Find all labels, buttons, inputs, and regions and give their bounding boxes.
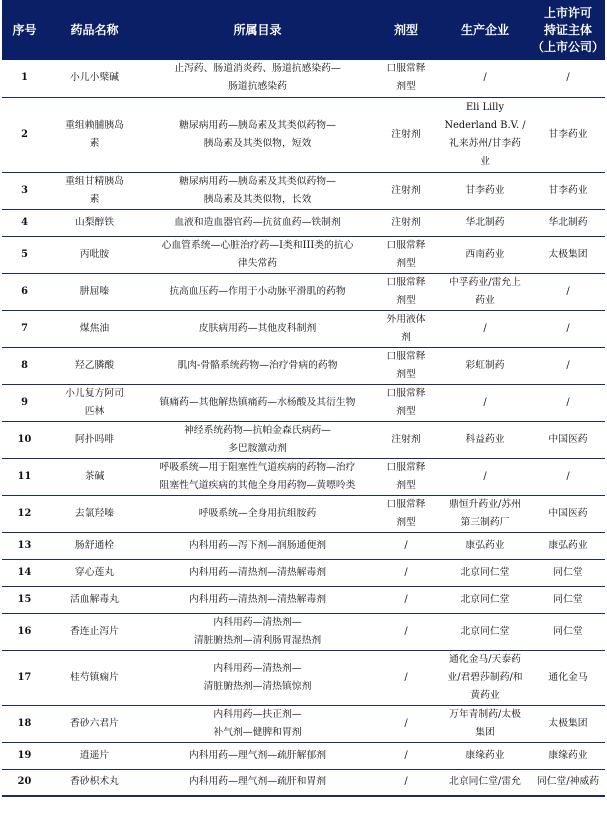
dosage-form: 注射剂	[373, 97, 439, 172]
catalog-category: 呼吸系统—全身用抗组胺药	[142, 495, 373, 532]
manufacturer: 鼎恒升药业/苏州 第三制药厂	[439, 495, 531, 532]
dosage-form: /	[373, 559, 439, 586]
table-row	[2, 650, 605, 705]
drug-name: 山梨醇铁	[47, 209, 142, 236]
table-row	[2, 586, 605, 613]
dosage-form: /	[373, 705, 439, 742]
row-index: 16	[2, 613, 47, 650]
table-row	[2, 273, 605, 310]
manufacturer: /	[439, 310, 531, 347]
table-row	[2, 613, 605, 650]
column-header-drug-name: 药品名称	[47, 0, 142, 60]
table-row	[2, 559, 605, 586]
drug-name: 煤焦油	[47, 310, 142, 347]
dosage-form: /	[373, 742, 439, 769]
manufacturer: /	[439, 458, 531, 495]
catalog-category: 糖尿病用药—胰岛素及其类似药物— 胰岛素及其类似物，短效	[142, 97, 373, 172]
license-holder: 同仁堂	[531, 586, 605, 613]
row-index: 20	[2, 769, 47, 796]
table-row	[2, 209, 605, 236]
catalog-category: 内科用药—泻下剂—润肠通便剂	[142, 532, 373, 559]
license-holder: 太极集团	[531, 705, 605, 742]
license-holder: 华北制药	[531, 209, 605, 236]
drug-name: 香砂枳术丸	[47, 769, 142, 796]
manufacturer: 通化金马/天泰药 业/君碧莎制药/和 黄药业	[439, 650, 531, 705]
catalog-category: 镇痛药—其他解热镇痛药—水杨酸及其衍生物	[142, 384, 373, 421]
row-index: 19	[2, 742, 47, 769]
manufacturer: 彩虹制药	[439, 347, 531, 384]
license-holder: /	[531, 384, 605, 421]
drug-name: 桂芍镇痫片	[47, 650, 142, 705]
table-row	[2, 769, 605, 796]
row-index: 7	[2, 310, 47, 347]
manufacturer: 北京同仁堂	[439, 586, 531, 613]
row-index: 3	[2, 172, 47, 209]
catalog-category: 内科用药—理气剂—疏肝和胃剂	[142, 769, 373, 796]
table-row	[2, 705, 605, 742]
drug-name: 小儿小檗碱	[47, 60, 142, 97]
license-holder: 太极集团	[531, 236, 605, 273]
manufacturer: 北京同仁堂	[439, 559, 531, 586]
manufacturer: 北京同仁堂	[439, 613, 531, 650]
license-holder: 通化金马	[531, 650, 605, 705]
drug-name: 香砂六君片	[47, 705, 142, 742]
dosage-form: 口服常释 剂型	[373, 60, 439, 97]
row-index: 4	[2, 209, 47, 236]
catalog-category: 内科用药—清热剂—清热解毒剂	[142, 559, 373, 586]
drug-name: 小儿复方阿司 匹林	[47, 384, 142, 421]
dosage-form: 注射剂	[373, 172, 439, 209]
catalog-category: 内科用药—清热剂— 清脏腑热剂—清热镇惊剂	[142, 650, 373, 705]
license-holder: /	[531, 347, 605, 384]
drug-name: 丙吡胺	[47, 236, 142, 273]
dosage-form: /	[373, 769, 439, 796]
license-holder: /	[531, 310, 605, 347]
drug-name: 肠舒通栓	[47, 532, 142, 559]
row-index: 14	[2, 559, 47, 586]
manufacturer: /	[439, 384, 531, 421]
column-header-license-holder: 上市许可 持证主体 （上市公司）	[531, 0, 605, 60]
license-holder: 同仁堂	[531, 559, 605, 586]
table-row	[2, 347, 605, 384]
catalog-category: 内科用药—扶正剂— 补气剂—健脾和胃剂	[142, 705, 373, 742]
table-row	[2, 458, 605, 495]
table-row	[2, 421, 605, 458]
table-row	[2, 97, 605, 172]
catalog-category: 内科用药—清热剂—清热解毒剂	[142, 586, 373, 613]
license-holder: /	[531, 273, 605, 310]
license-holder: 康弘药业	[531, 532, 605, 559]
table-header-row	[2, 0, 605, 60]
row-index: 1	[2, 60, 47, 97]
drug-name: 肼屈嗪	[47, 273, 142, 310]
manufacturer: 甘李药业	[439, 172, 531, 209]
dosage-form: /	[373, 650, 439, 705]
row-index: 6	[2, 273, 47, 310]
manufacturer: 万年青制药/太极 集团	[439, 705, 531, 742]
drug-name: 去氯羟嗪	[47, 495, 142, 532]
manufacturer: Eli Lilly Nederland B.V. / 礼来苏州/甘李药 业	[439, 97, 531, 172]
catalog-category: 肌肉-骨骼系统药物—治疗骨病的药物	[142, 347, 373, 384]
table-row	[2, 742, 605, 769]
table-row	[2, 60, 605, 97]
table-row	[2, 236, 605, 273]
manufacturer: 康弘药业	[439, 532, 531, 559]
row-index: 2	[2, 97, 47, 172]
catalog-category: 神经系统药物—抗帕金森氏病药— 多巴胺激动剂	[142, 421, 373, 458]
drug-name: 活血解毒丸	[47, 586, 142, 613]
row-index: 11	[2, 458, 47, 495]
table-row	[2, 495, 605, 532]
license-holder: 康缘药业	[531, 742, 605, 769]
manufacturer: 中孚药业/雷允上 药业	[439, 273, 531, 310]
dosage-form: 口服常释 剂型	[373, 458, 439, 495]
row-index: 9	[2, 384, 47, 421]
column-header-manufacturer: 生产企业	[439, 0, 531, 60]
license-holder: 同仁堂/神威药	[531, 769, 605, 796]
manufacturer: 北京同仁堂/雷允	[439, 769, 531, 796]
drug-name: 羟乙膦酸	[47, 347, 142, 384]
catalog-category: 抗高血压药—作用于小动脉平滑肌的药物	[142, 273, 373, 310]
table-row	[2, 172, 605, 209]
dosage-form: 注射剂	[373, 421, 439, 458]
license-holder: /	[531, 60, 605, 97]
row-index: 10	[2, 421, 47, 458]
row-index: 13	[2, 532, 47, 559]
column-header-catalog: 所属目录	[142, 0, 373, 60]
drug-name: 逍遥片	[47, 742, 142, 769]
license-holder: 中国医药	[531, 495, 605, 532]
row-index: 15	[2, 586, 47, 613]
manufacturer: /	[439, 60, 531, 97]
manufacturer: 华北制药	[439, 209, 531, 236]
catalog-category: 糖尿病用药—胰岛素及其类似药物— 胰岛素及其类似物，长效	[142, 172, 373, 209]
table-body	[2, 60, 605, 796]
dosage-form: 口服常释 剂型	[373, 384, 439, 421]
catalog-category: 内科用药—理气剂—疏肝解郁剂	[142, 742, 373, 769]
catalog-category: 血液和造血器官药—抗贫血药—铁制剂	[142, 209, 373, 236]
table-row	[2, 532, 605, 559]
manufacturer: 康缘药业	[439, 742, 531, 769]
row-index: 18	[2, 705, 47, 742]
dosage-form: 注射剂	[373, 209, 439, 236]
row-index: 8	[2, 347, 47, 384]
license-holder: 甘李药业	[531, 172, 605, 209]
drug-name: 穿心莲丸	[47, 559, 142, 586]
drug-catalog-table	[2, 0, 605, 797]
dosage-form: 口服常释 剂型	[373, 273, 439, 310]
dosage-form: /	[373, 613, 439, 650]
license-holder: 中国医药	[531, 421, 605, 458]
dosage-form: 口服常释 剂型	[373, 495, 439, 532]
drug-name: 香连止泻片	[47, 613, 142, 650]
drug-name: 重组甘精胰岛 素	[47, 172, 142, 209]
dosage-form: 外用液体 剂	[373, 310, 439, 347]
column-header-index: 序号	[2, 0, 47, 60]
catalog-category: 皮肤病用药—其他皮科制剂	[142, 310, 373, 347]
dosage-form: 口服常释 剂型	[373, 236, 439, 273]
dosage-form: /	[373, 532, 439, 559]
table-row	[2, 310, 605, 347]
row-index: 17	[2, 650, 47, 705]
drug-name: 重组赖脯胰岛 素	[47, 97, 142, 172]
row-index: 5	[2, 236, 47, 273]
drug-name: 茶碱	[47, 458, 142, 495]
license-holder: 同仁堂	[531, 613, 605, 650]
catalog-category: 呼吸系统—用于阻塞性气道疾病的药物—治疗 阻塞性气道疾病的其他全身用药物—黄嘌呤类	[142, 458, 373, 495]
row-index: 12	[2, 495, 47, 532]
dosage-form: /	[373, 586, 439, 613]
manufacturer: 西南药业	[439, 236, 531, 273]
table-row	[2, 384, 605, 421]
catalog-category: 心血管系统—心脏治疗药—I类和III类的抗心 律失常药	[142, 236, 373, 273]
dosage-form: 口服常释 剂型	[373, 347, 439, 384]
manufacturer: 科益药业	[439, 421, 531, 458]
drug-name: 阿扑吗啡	[47, 421, 142, 458]
catalog-category: 内科用药—清热剂— 清脏腑热剂—清利肠胃湿热剂	[142, 613, 373, 650]
license-holder: 甘李药业	[531, 97, 605, 172]
license-holder: /	[531, 458, 605, 495]
column-header-dosage-form: 剂型	[373, 0, 439, 60]
catalog-category: 止泻药、肠道消炎药、肠道抗感染药— 肠道抗感染药	[142, 60, 373, 97]
